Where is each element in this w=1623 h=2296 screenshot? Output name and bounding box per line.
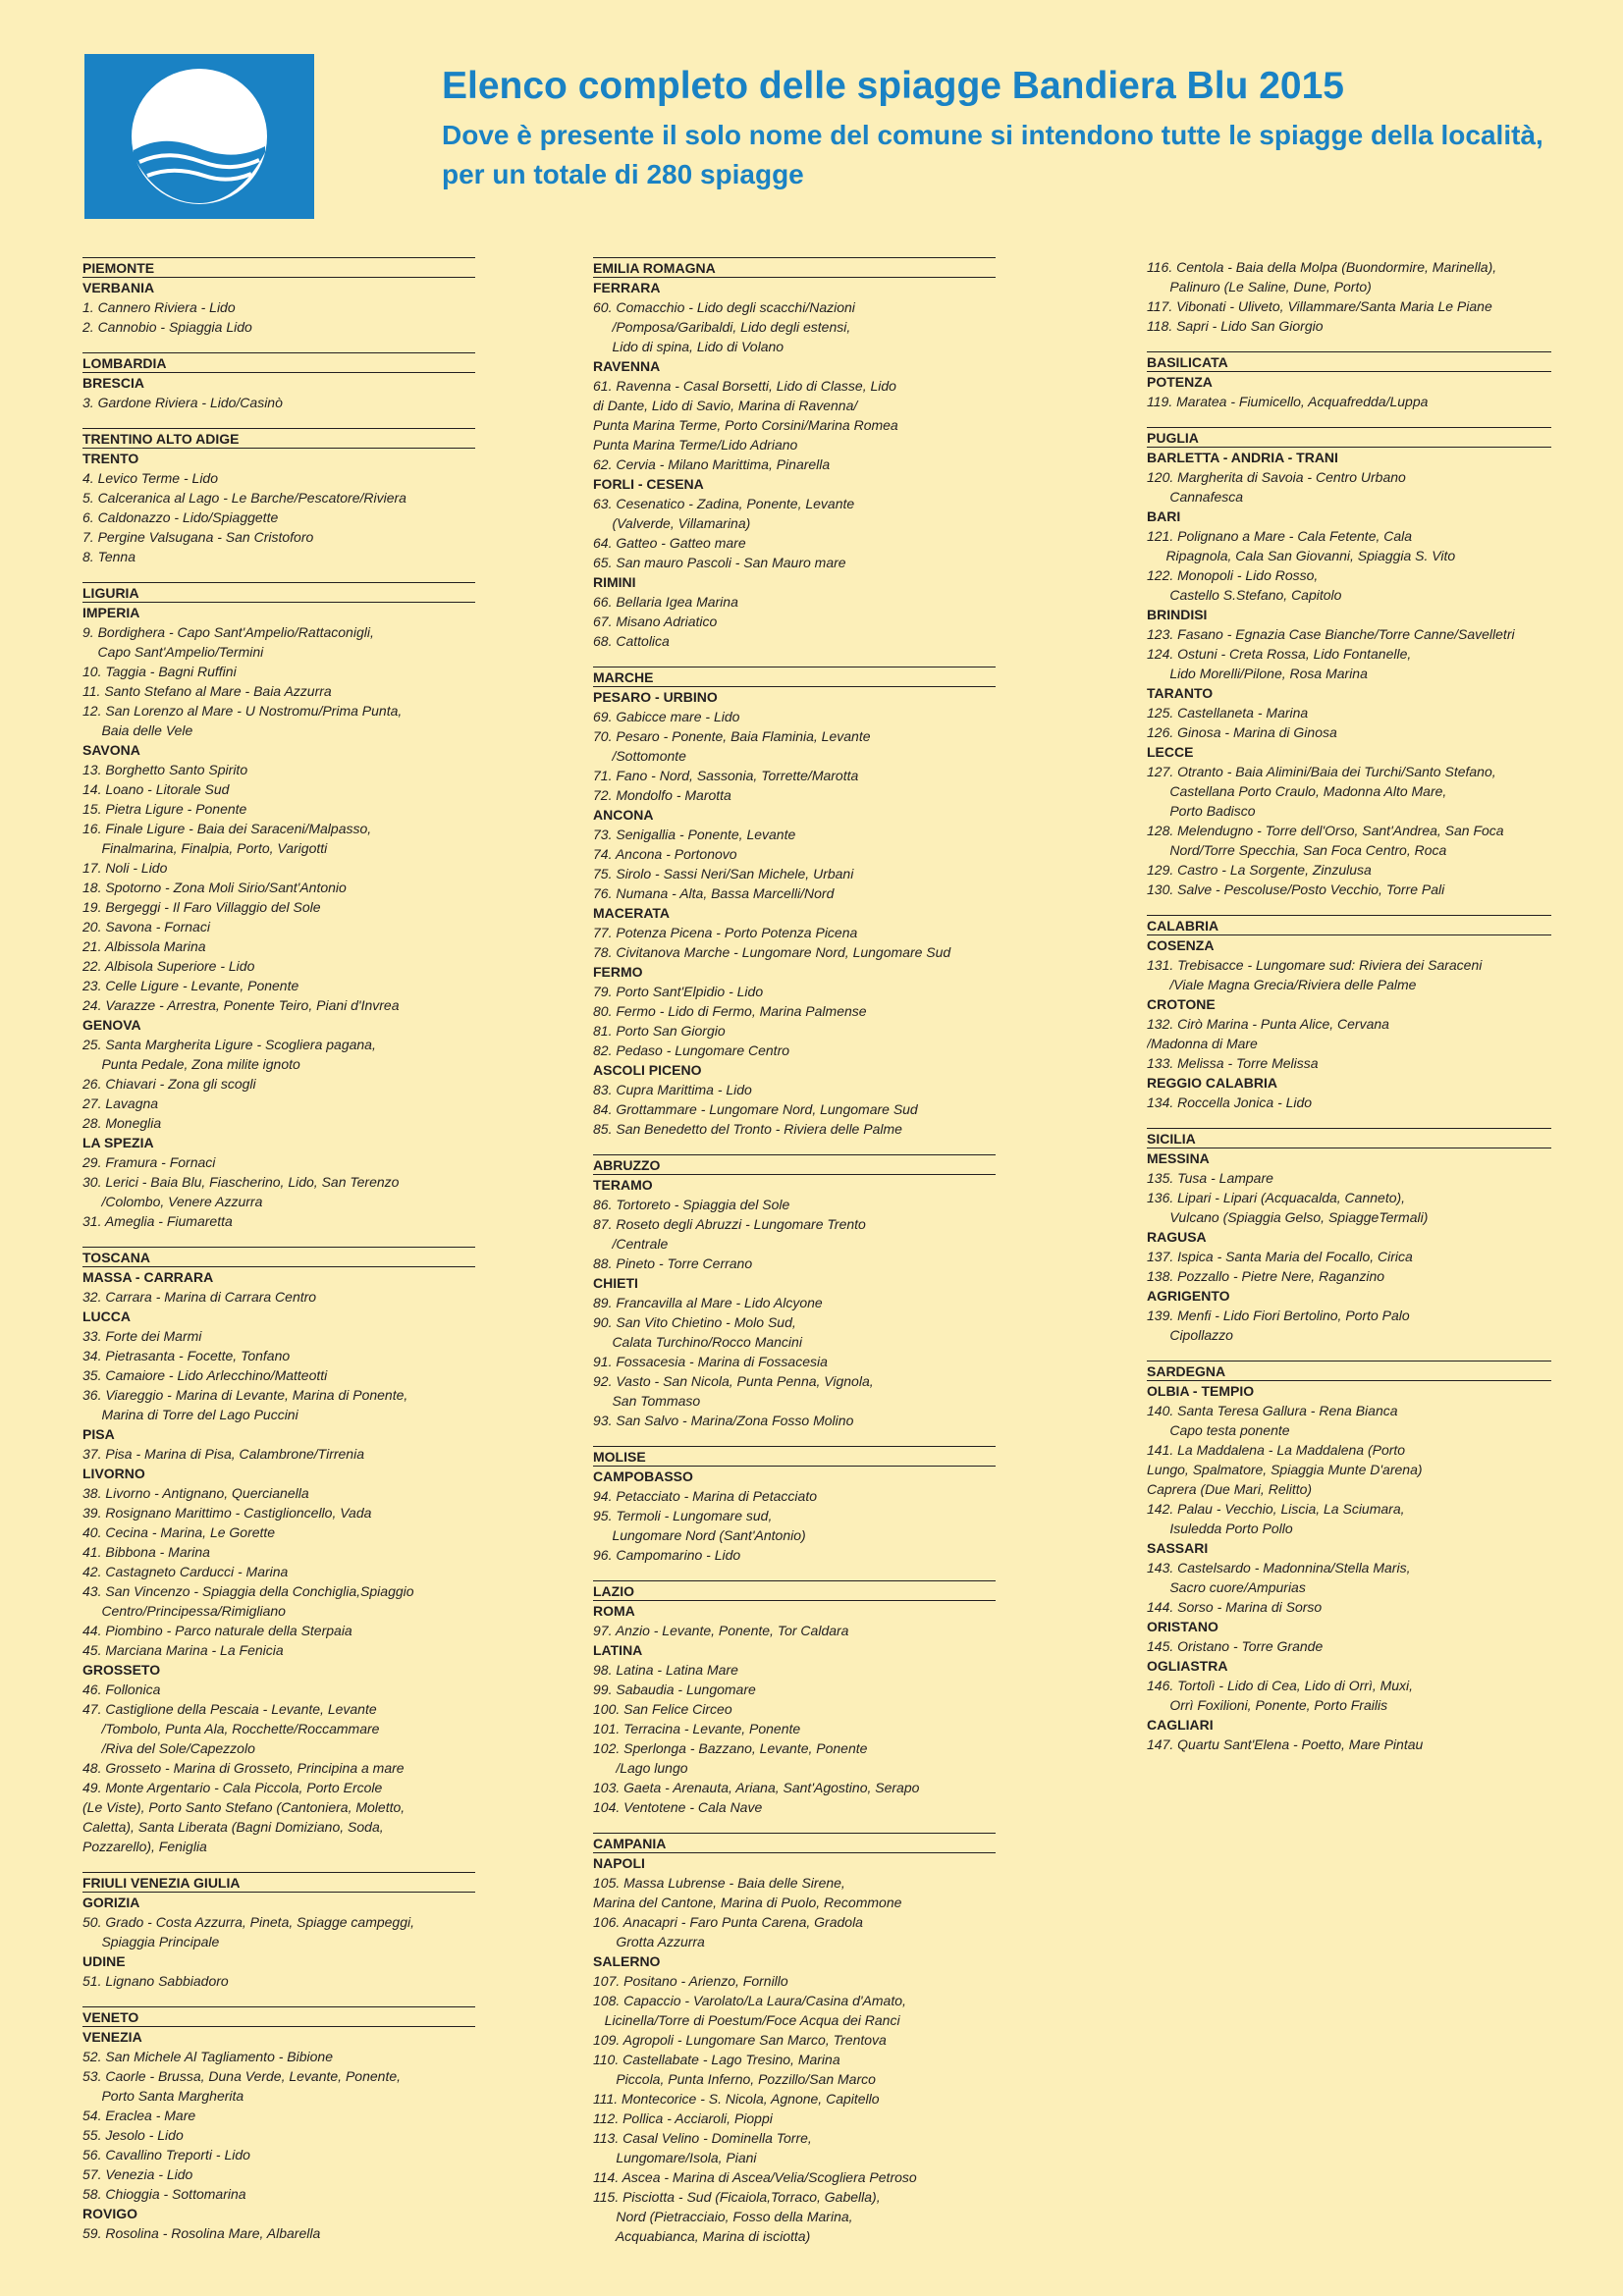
beach-list-item: 89. Francavilla al Mare - Lido Alcyone xyxy=(593,1295,823,1310)
province-heading: LUCCA xyxy=(82,1308,131,1324)
beach-list-item: /Lago lungo xyxy=(593,1760,688,1776)
region-block xyxy=(593,667,996,1139)
beach-list-item: Ripagnola, Cala San Giovanni, Spiaggia S. Vito xyxy=(1147,548,1456,563)
beach-list-item: 36. Viareggio - Marina di Levante, Marina di Ponente, xyxy=(82,1387,408,1403)
beach-list-item: Piccola, Punta Inferno, Pozzillo/San Marco xyxy=(593,2071,876,2087)
beach-list-item: 13. Borghetto Santo Spirito xyxy=(82,762,248,777)
beach-list-item: 104. Ventotene - Cala Nave xyxy=(593,1799,763,1815)
beach-list-item: 112. Pollica - Acciaroli, Pioppi xyxy=(593,2110,773,2126)
beach-list-item: 61. Ravenna - Casal Borsetti, Lido di Classe, Lido xyxy=(593,378,896,394)
region-block xyxy=(82,257,475,337)
page-subtitle: Dove è presente il solo nome del comune si intendono tutte le spiagge della località, per un totale di 280 spiagge xyxy=(442,120,1543,189)
beach-list-item: 136. Lipari - Lipari (Acquacalda, Canneto), xyxy=(1147,1190,1406,1205)
province-heading: POTENZA xyxy=(1147,374,1213,390)
beach-list-item: 123. Fasano - Egnazia Case Bianche/Torre Canne/Savelletri xyxy=(1147,626,1515,642)
beach-list-item: Castellana Porto Craulo, Madonna Alto Mare, xyxy=(1147,783,1447,799)
beach-list-item: 68. Cattolica xyxy=(593,633,670,649)
beach-list-item: 37. Pisa - Marina di Pisa, Calambrone/Tirrenia xyxy=(82,1446,364,1462)
region-heading: BASILICATA xyxy=(1147,351,1551,372)
beach-list-item: 99. Sabaudia - Lungomare xyxy=(593,1682,756,1697)
province-heading: TRENTO xyxy=(82,451,139,466)
beach-list-item: 113. Casal Velino - Dominella Torre, xyxy=(593,2130,812,2146)
beach-list-item: San Tommaso xyxy=(593,1393,701,1409)
region-block xyxy=(593,1154,996,1430)
beach-list-item: /Centrale xyxy=(593,1236,669,1252)
province-heading: AGRIGENTO xyxy=(1147,1288,1230,1304)
beach-list-item: 57. Venezia - Lido xyxy=(82,2166,193,2182)
beach-list-item: 103. Gaeta - Arenauta, Ariana, Sant'Agostino, Serapo xyxy=(593,1780,920,1795)
beach-list-item: 109. Agropoli - Lungomare San Marco, Trentova xyxy=(593,2032,887,2048)
beach-list-item: 110. Castellabate - Lago Tresino, Marina xyxy=(593,2052,840,2067)
region-heading: SARDEGNA xyxy=(1147,1361,1551,1381)
beach-list-item: 52. San Michele Al Tagliamento - Bibione xyxy=(82,2049,334,2064)
province-heading: REGGIO CALABRIA xyxy=(1147,1075,1277,1091)
beach-list-item: 9. Bordighera - Capo Sant'Ampelio/Rattaconigli, xyxy=(82,624,374,640)
region-block xyxy=(1147,257,1551,336)
blue-flag-wave-icon xyxy=(84,54,314,219)
beach-list-item: /Pomposa/Garibaldi, Lido degli estensi, xyxy=(593,319,851,335)
beach-list-item: 63. Cesenatico - Zadina, Ponente, Levante xyxy=(593,496,855,511)
beach-list-item: 38. Livorno - Antignano, Quercianella xyxy=(82,1485,309,1501)
beach-list-item: Nord (Pietracciaio, Fosso della Marina, xyxy=(593,2209,853,2224)
beach-list-item: 8. Tenna xyxy=(82,549,135,564)
province-heading: LATINA xyxy=(593,1642,643,1658)
province-heading: LECCE xyxy=(1147,744,1194,760)
beach-list-item: 129. Castro - La Sorgente, Zinzulusa xyxy=(1147,862,1372,878)
beach-list-item: 92. Vasto - San Nicola, Punta Penna, Vignola, xyxy=(593,1373,874,1389)
region-block xyxy=(593,257,996,651)
province-heading: FERMO xyxy=(593,964,643,980)
beach-list-item: Lungo, Spalmatore, Spiaggia Munte D'arena) xyxy=(1147,1462,1423,1477)
beach-list-item: 22. Albisola Superiore - Lido xyxy=(82,958,255,974)
beach-list-item: 97. Anzio - Levante, Ponente, Tor Caldara xyxy=(593,1623,849,1638)
beach-list-item: 23. Celle Ligure - Levante, Ponente xyxy=(82,978,299,993)
beach-list-item: 47. Castiglione della Pescaia - Levante, Levante xyxy=(82,1701,377,1717)
beach-list-item: 133. Melissa - Torre Melissa xyxy=(1147,1055,1319,1071)
beach-list-item: 19. Bergeggi - Il Faro Villaggio del Sole xyxy=(82,899,321,915)
column-2 xyxy=(593,257,996,2262)
province-heading: BARI xyxy=(1147,508,1181,524)
beach-list-item: 124. Ostuni - Creta Rossa, Lido Fontanelle, xyxy=(1147,646,1412,662)
beach-list-item: 34. Pietrasanta - Focette, Tonfano xyxy=(82,1348,291,1363)
beach-list-item: 15. Pietra Ligure - Ponente xyxy=(82,801,247,817)
beach-list-item: Spiaggia Principale xyxy=(82,1934,220,1949)
region-block xyxy=(1147,1361,1551,1754)
beach-list-item: 74. Ancona - Portonovo xyxy=(593,846,737,862)
beach-list-item: 87. Roseto degli Abruzzi - Lungomare Trento xyxy=(593,1216,866,1232)
beach-list-item: 79. Porto Sant'Elpidio - Lido xyxy=(593,984,764,999)
province-heading: BARLETTA - ANDRIA - TRANI xyxy=(1147,450,1338,465)
province-heading: TERAMO xyxy=(593,1177,653,1193)
beach-list-item: 88. Pineto - Torre Cerrano xyxy=(593,1255,753,1271)
province-heading: SALERNO xyxy=(593,1953,661,1969)
beach-list-item: 67. Misano Adriatico xyxy=(593,614,718,629)
beach-list-item: 4. Levico Terme - Lido xyxy=(82,470,218,486)
beach-list-item: 5. Calceranica al Lago - Le Barche/Pescatore/Riviera xyxy=(82,490,406,506)
beach-list-item: 77. Potenza Picena - Porto Potenza Picena xyxy=(593,925,858,940)
province-heading: RAVENNA xyxy=(593,358,661,374)
beach-list-item: 69. Gabicce mare - Lido xyxy=(593,709,740,724)
region-heading: CALABRIA xyxy=(1147,915,1551,935)
beach-list-item: 128. Melendugno - Torre dell'Orso, Sant'Andrea, San Foca xyxy=(1147,823,1504,838)
beach-list-item: di Dante, Lido di Savio, Marina di Ravenna/ xyxy=(593,398,858,413)
province-heading: UDINE xyxy=(82,1953,126,1969)
beach-list-item: 76. Numana - Alta, Bassa Marcelli/Nord xyxy=(593,885,835,901)
beach-list-item: 17. Noli - Lido xyxy=(82,860,168,876)
beach-list-item: 139. Menfi - Lido Fiori Bertolino, Porto Palo xyxy=(1147,1308,1410,1323)
column-3 xyxy=(1147,257,1551,1770)
beach-list-item: 143. Castelsardo - Madonnina/Stella Maris, xyxy=(1147,1560,1411,1575)
province-heading: RIMINI xyxy=(593,574,636,590)
beach-list-item: 144. Sorso - Marina di Sorso xyxy=(1147,1599,1323,1615)
beach-list-item: Pozzarello), Feniglia xyxy=(82,1839,207,1854)
province-heading: OLBIA - TEMPIO xyxy=(1147,1383,1255,1399)
beach-list-item: 96. Campomarino - Lido xyxy=(593,1547,741,1563)
beach-list-item: 83. Cupra Marittima - Lido xyxy=(593,1082,752,1097)
beach-list-item: 102. Sperlonga - Bazzano, Levante, Ponente xyxy=(593,1740,868,1756)
beach-list-item: Lungomare/Isola, Piani xyxy=(593,2150,757,2165)
beach-list-item: 35. Camaiore - Lido Arlecchino/Matteotti xyxy=(82,1367,328,1383)
region-block xyxy=(593,1833,996,2246)
beach-list-item: Isuledda Porto Pollo xyxy=(1147,1521,1293,1536)
region-block xyxy=(82,352,475,412)
beach-list-item: Orrì Foxilioni, Ponente, Porto Frailis xyxy=(1147,1697,1388,1713)
beach-list-item: 107. Positano - Arienzo, Fornillo xyxy=(593,1973,788,1989)
beach-list-item: Cipollazzo xyxy=(1147,1327,1233,1343)
beach-list-item: 3. Gardone Riviera - Lido/Casinò xyxy=(82,395,283,410)
beach-list-item: /Sottomonte xyxy=(593,748,686,764)
beach-list-item: 58. Chioggia - Sottomarina xyxy=(82,2186,246,2202)
beach-list-item: 32. Carrara - Marina di Carrara Centro xyxy=(82,1289,317,1305)
beach-list-item: 126. Ginosa - Marina di Ginosa xyxy=(1147,724,1337,740)
region-heading: LAZIO xyxy=(593,1580,996,1601)
region-block xyxy=(1147,1128,1551,1345)
beach-list-item: 130. Salve - Pescoluse/Posto Vecchio, Torre Pali xyxy=(1147,881,1445,897)
beach-list-item: 140. Santa Teresa Gallura - Rena Bianca xyxy=(1147,1403,1398,1418)
beach-list-item: 138. Pozzallo - Pietre Nere, Raganzino xyxy=(1147,1268,1385,1284)
beach-list-item: 114. Ascea - Marina di Ascea/Velia/Scogliera Petroso xyxy=(593,2169,917,2185)
province-heading: LA SPEZIA xyxy=(82,1135,154,1150)
beach-list-item: 39. Rosignano Marittimo - Castiglioncello, Vada xyxy=(82,1505,372,1521)
beach-list-item: /Colombo, Venere Azzurra xyxy=(82,1194,263,1209)
beach-list-item: 64. Gatteo - Gatteo mare xyxy=(593,535,746,551)
region-heading: TOSCANA xyxy=(82,1247,475,1267)
beach-list-item: Baia delle Vele xyxy=(82,722,193,738)
region-block xyxy=(82,428,475,566)
beach-list-item: 106. Anacapri - Faro Punta Carena, Gradola xyxy=(593,1914,863,1930)
region-block xyxy=(593,1580,996,1817)
beach-list-item: 2. Cannobio - Spiaggia Lido xyxy=(82,319,252,335)
beach-list-item: 28. Moneglia xyxy=(82,1115,162,1131)
beach-list-item: 31. Ameglia - Fiumaretta xyxy=(82,1213,233,1229)
beach-list-item: 44. Piombino - Parco naturale della Sterpaia xyxy=(82,1623,352,1638)
beach-list-item: 10. Taggia - Bagni Ruffini xyxy=(82,664,237,679)
beach-list-item: 55. Jesolo - Lido xyxy=(82,2127,184,2143)
beach-list-item: 51. Lignano Sabbiadoro xyxy=(82,1973,229,1989)
beach-list-item: 48. Grosseto - Marina di Grosseto, Principina a mare xyxy=(82,1760,405,1776)
beach-list-item: Capo testa ponente xyxy=(1147,1422,1290,1438)
beach-list-item: 142. Palau - Vecchio, Liscia, La Sciumara, xyxy=(1147,1501,1405,1517)
beach-list-item: Porto Santa Margherita xyxy=(82,2088,244,2104)
beach-list-item: (Valverde, Villamarina) xyxy=(593,515,751,531)
beach-list-item: 16. Finale Ligure - Baia dei Saraceni/Malpasso, xyxy=(82,821,372,836)
region-heading: EMILIA ROMAGNA xyxy=(593,257,996,278)
beach-list-item: 45. Marciana Marina - La Fenicia xyxy=(82,1642,284,1658)
beach-list-item: Centro/Principessa/Rimigliano xyxy=(82,1603,286,1619)
province-heading: GORIZIA xyxy=(82,1895,140,1910)
province-heading: TARANTO xyxy=(1147,685,1214,701)
beach-list-item: Sacro cuore/Ampurias xyxy=(1147,1579,1306,1595)
beach-list-item: 81. Porto San Giorgio xyxy=(593,1023,726,1039)
beach-list-item: Punta Marina Terme, Porto Corsini/Marina Romea xyxy=(593,417,898,433)
region-heading: TRENTINO ALTO ADIGE xyxy=(82,428,475,449)
province-heading: MASSA - CARRARA xyxy=(82,1269,214,1285)
beach-list-item: 147. Quartu Sant'Elena - Poetto, Mare Pintau xyxy=(1147,1736,1424,1752)
beach-list-item: 132. Cirò Marina - Punta Alice, Cervana xyxy=(1147,1016,1389,1032)
beach-list-item: 122. Monopoli - Lido Rosso, xyxy=(1147,567,1319,583)
province-heading: ASCOLI PICENO xyxy=(593,1062,702,1078)
beach-list-item: 127. Otranto - Baia Alimini/Baia dei Turchi/Santo Stefano, xyxy=(1147,764,1496,779)
beach-list-item: Calata Turchino/Rocco Mancini xyxy=(593,1334,802,1350)
beach-list-item: 137. Ispica - Santa Maria del Focallo, Cirica xyxy=(1147,1249,1413,1264)
beach-list-item: 75. Sirolo - Sassi Neri/San Michele, Urbani xyxy=(593,866,854,881)
region-heading: LOMBARDIA xyxy=(82,352,475,373)
beach-list-item: Nord/Torre Specchia, San Foca Centro, Roca xyxy=(1147,842,1447,858)
region-block xyxy=(82,1247,475,1856)
beach-list-item: 84. Grottammare - Lungomare Nord, Lungomare Sud xyxy=(593,1101,918,1117)
province-heading: VERBANIA xyxy=(82,280,155,295)
beach-list-item: 54. Eraclea - Mare xyxy=(82,2108,196,2123)
province-heading: PISA xyxy=(82,1426,115,1442)
beach-list-item: 26. Chiavari - Zona gli scogli xyxy=(82,1076,256,1092)
beach-list-item: 29. Framura - Fornaci xyxy=(82,1154,216,1170)
column-1 xyxy=(82,257,475,2259)
beach-list-item: Lido Morelli/Pilone, Rosa Marina xyxy=(1147,666,1368,681)
beach-list-item: 118. Sapri - Lido San Giorgio xyxy=(1147,318,1324,334)
beach-list-item: 6. Caldonazzo - Lido/Spiaggette xyxy=(82,509,279,525)
region-heading: PIEMONTE xyxy=(82,257,475,278)
beach-list-item: 71. Fano - Nord, Sassonia, Torrette/Marotta xyxy=(593,768,859,783)
beach-list-item: Caprera (Due Mari, Relitto) xyxy=(1147,1481,1313,1497)
beach-list-item: 14. Loano - Litorale Sud xyxy=(82,781,230,797)
beach-list-item: 141. La Maddalena - La Maddalena (Porto xyxy=(1147,1442,1406,1458)
province-heading: CAMPOBASSO xyxy=(593,1468,693,1484)
region-heading: CAMPANIA xyxy=(593,1833,996,1853)
beach-list-item: 91. Fossacesia - Marina di Fossacesia xyxy=(593,1354,828,1369)
beach-list-item: Porto Badisco xyxy=(1147,803,1256,819)
beach-list-item: Cannafesca xyxy=(1147,489,1244,505)
beach-list-item: 120. Margherita di Savoia - Centro Urbano xyxy=(1147,469,1406,485)
province-heading: GENOVA xyxy=(82,1017,141,1033)
beach-list-item: 27. Lavagna xyxy=(82,1095,159,1111)
province-heading: SAVONA xyxy=(82,742,140,758)
region-heading: ABRUZZO xyxy=(593,1154,996,1175)
beach-list-item: 40. Cecina - Marina, Le Gorette xyxy=(82,1524,276,1540)
province-heading: BRESCIA xyxy=(82,375,145,391)
province-heading: CROTONE xyxy=(1147,996,1216,1012)
region-heading: SICILIA xyxy=(1147,1128,1551,1148)
beach-list-item: 18. Spotorno - Zona Moli Sirio/Sant'Antonio xyxy=(82,880,347,895)
beach-list-item: 50. Grado - Costa Azzurra, Pineta, Spiagge campeggi, xyxy=(82,1914,414,1930)
beach-list-item: 116. Centola - Baia della Molpa (Buondormire, Marinella), xyxy=(1147,259,1497,275)
beach-list-item: Grotta Azzurra xyxy=(593,1934,705,1949)
beach-list-item: 7. Pergine Valsugana - San Cristoforo xyxy=(82,529,314,545)
beach-list-item: 59. Rosolina - Rosolina Mare, Albarella xyxy=(82,2225,321,2241)
province-heading: MESSINA xyxy=(1147,1150,1210,1166)
province-heading: COSENZA xyxy=(1147,937,1215,953)
beach-list-item: Licinella/Torre di Poestum/Foce Acqua dei Ranci xyxy=(593,2012,900,2028)
region-block xyxy=(1147,427,1551,899)
beach-list-item: 62. Cervia - Milano Marittima, Pinarella xyxy=(593,456,831,472)
beach-list-item: 95. Termoli - Lungomare sud, xyxy=(593,1508,773,1523)
province-heading: RAGUSA xyxy=(1147,1229,1207,1245)
beach-list-item: Marina di Torre del Lago Puccini xyxy=(82,1407,298,1422)
region-block xyxy=(82,1872,475,1991)
province-heading: NAPOLI xyxy=(593,1855,645,1871)
beach-list-item: 46. Follonica xyxy=(82,1682,161,1697)
region-block xyxy=(1147,351,1551,411)
beach-list-item: (Le Viste), Porto Santo Stefano (Cantoniera, Moletto, xyxy=(82,1799,406,1815)
beach-list-item: Palinuro (Le Saline, Dune, Porto) xyxy=(1147,279,1372,294)
province-heading: BRINDISI xyxy=(1147,607,1208,622)
beach-list-item: 70. Pesaro - Ponente, Baia Flaminia, Levante xyxy=(593,728,871,744)
beach-list-item: 111. Montecorice - S. Nicola, Agnone, Capitello xyxy=(593,2091,880,2107)
beach-list-item: 66. Bellaria Igea Marina xyxy=(593,594,738,610)
region-heading: VENETO xyxy=(82,2006,475,2027)
beach-list-item: 145. Oristano - Torre Grande xyxy=(1147,1638,1324,1654)
province-heading: FERRARA xyxy=(593,280,661,295)
beach-list-item: 131. Trebisacce - Lungomare sud: Riviera dei Saraceni xyxy=(1147,957,1483,973)
region-heading: PUGLIA xyxy=(1147,427,1551,448)
province-heading: LIVORNO xyxy=(82,1466,145,1481)
beach-list-item: 49. Monte Argentario - Cala Piccola, Porto Ercole xyxy=(82,1780,383,1795)
beach-list-item: 78. Civitanova Marche - Lungomare Nord, Lungomare Sud xyxy=(593,944,951,960)
region-heading: MARCHE xyxy=(593,667,996,687)
province-heading: VENEZIA xyxy=(82,2029,142,2045)
beach-list-item: 119. Maratea - Fiumicello, Acquafredda/Luppa xyxy=(1147,394,1429,409)
region-heading: FRIULI VENEZIA GIULIA xyxy=(82,1872,475,1893)
beach-list-item: 135. Tusa - Lampare xyxy=(1147,1170,1273,1186)
province-heading: ROVIGO xyxy=(82,2206,138,2221)
beach-list-item: 41. Bibbona - Marina xyxy=(82,1544,210,1560)
beach-list-item: 20. Savona - Fornaci xyxy=(82,919,210,934)
beach-list-item: Acquabianca, Marina di isciotta) xyxy=(593,2228,811,2244)
beach-list-item: 56. Cavallino Treporti - Lido xyxy=(82,2147,250,2163)
beach-list-item: 73. Senigallia - Ponente, Levante xyxy=(593,827,796,842)
beach-list-item: /Tombolo, Punta Ala, Rocchette/Roccammare xyxy=(82,1721,380,1736)
beach-list-item: 42. Castagneto Carducci - Marina xyxy=(82,1564,289,1579)
beach-list-item: 121. Polignano a Mare - Cala Fetente, Cala xyxy=(1147,528,1413,544)
beach-list-item: 72. Mondolfo - Marotta xyxy=(593,787,731,803)
province-heading: ROMA xyxy=(593,1603,635,1619)
region-block xyxy=(82,2006,475,2243)
beach-list-item: 82. Pedaso - Lungomare Centro xyxy=(593,1042,790,1058)
beach-list-item: 11. Santo Stefano al Mare - Baia Azzurra xyxy=(82,683,332,699)
region-block xyxy=(593,1446,996,1565)
region-heading: LIGURIA xyxy=(82,582,475,603)
beach-list-item: Castello S.Stefano, Capitolo xyxy=(1147,587,1342,603)
beach-list-item: Vulcano (Spiaggia Gelso, SpiaggeTermali) xyxy=(1147,1209,1429,1225)
beach-list-item: 94. Petacciato - Marina di Petacciato xyxy=(593,1488,818,1504)
beach-list-item: Caletta), Santa Liberata (Bagni Domiziano, Soda, xyxy=(82,1819,384,1835)
region-block xyxy=(82,582,475,1231)
beach-list-item: 117. Vibonati - Uliveto, Villammare/Santa Maria Le Piane xyxy=(1147,298,1492,314)
beach-list-item: Punta Marina Terme/Lido Adriano xyxy=(593,437,798,453)
beach-list-item: 65. San mauro Pascoli - San Mauro mare xyxy=(593,555,846,570)
page-title: Elenco completo delle spiagge Bandiera Blu 2015 xyxy=(442,65,1344,107)
province-heading: GROSSETO xyxy=(82,1662,161,1678)
beach-list-item: 80. Fermo - Lido di Fermo, Marina Palmense xyxy=(593,1003,867,1019)
beach-list-item: /Viale Magna Grecia/Riviera delle Palme xyxy=(1147,977,1417,992)
beach-list-item: 100. San Felice Circeo xyxy=(593,1701,732,1717)
beach-list-item: 86. Tortoreto - Spiaggia del Sole xyxy=(593,1197,790,1212)
beach-list-item: Lido di spina, Lido di Volano xyxy=(593,339,784,354)
beach-list-item: Capo Sant'Ampelio/Termini xyxy=(82,644,264,660)
beach-list-item: 105. Massa Lubrense - Baia delle Sirene, xyxy=(593,1875,845,1891)
beach-list-item: Marina del Cantone, Marina di Puolo, Recommone xyxy=(593,1895,902,1910)
blue-flag-logo xyxy=(84,54,314,219)
province-heading: ORISTANO xyxy=(1147,1619,1218,1634)
beach-list-item: Punta Pedale, Zona milite ignoto xyxy=(82,1056,300,1072)
beach-list-item: 33. Forte dei Marmi xyxy=(82,1328,202,1344)
beach-list-item: 30. Lerici - Baia Blu, Fiascherino, Lido, San Terenzo xyxy=(82,1174,400,1190)
beach-list-item: 98. Latina - Latina Mare xyxy=(593,1662,738,1678)
province-heading: IMPERIA xyxy=(82,605,140,620)
beach-list-item: /Riva del Sole/Capezzolo xyxy=(82,1740,255,1756)
province-heading: FORLI - CESENA xyxy=(593,476,704,492)
beach-list-item: 101. Terracina - Levante, Ponente xyxy=(593,1721,801,1736)
region-heading: MOLISE xyxy=(593,1446,996,1467)
beach-list-item: 43. San Vincenzo - Spiaggia della Conchiglia,Spiaggio xyxy=(82,1583,414,1599)
beach-list-item: 53. Caorle - Brussa, Duna Verde, Levante, Ponente, xyxy=(82,2068,402,2084)
beach-list-item: 24. Varazze - Arrestra, Ponente Teiro, Piani d'Invrea xyxy=(82,997,400,1013)
province-heading: ANCONA xyxy=(593,807,654,823)
beach-list-item: 60. Comacchio - Lido degli scacchi/Nazioni xyxy=(593,299,855,315)
province-heading: SASSARI xyxy=(1147,1540,1209,1556)
beach-list-item: 85. San Benedetto del Tronto - Riviera delle Palme xyxy=(593,1121,902,1137)
province-heading: CHIETI xyxy=(593,1275,638,1291)
beach-list-item: 25. Santa Margherita Ligure - Scogliera pagana, xyxy=(82,1037,376,1052)
beach-list-item: 146. Tortolì - Lido di Cea, Lido di Orrì, Muxi, xyxy=(1147,1678,1414,1693)
province-heading: OGLIASTRA xyxy=(1147,1658,1228,1674)
beach-list-item: 108. Capaccio - Varolato/La Laura/Casina d'Amato, xyxy=(593,1993,906,2008)
province-heading: MACERATA xyxy=(593,905,671,921)
province-heading: PESARO - URBINO xyxy=(593,689,718,705)
beach-list-item: Finalmarina, Finalpia, Porto, Varigotti xyxy=(82,840,328,856)
beach-list-item: 90. San Vito Chietino - Molo Sud, xyxy=(593,1314,796,1330)
beach-list-item: 115. Pisciotta - Sud (Ficaiola,Torraco, Gabella), xyxy=(593,2189,881,2205)
beach-list-item: 12. San Lorenzo al Mare - U Nostromu/Prima Punta, xyxy=(82,703,403,719)
beach-list-item: 93. San Salvo - Marina/Zona Fosso Molino xyxy=(593,1413,854,1428)
beach-list-item: 134. Roccella Jonica - Lido xyxy=(1147,1095,1313,1110)
beach-list-item: Lungomare Nord (Sant'Antonio) xyxy=(593,1527,806,1543)
region-block xyxy=(1147,915,1551,1112)
province-heading: CAGLIARI xyxy=(1147,1717,1214,1733)
beach-list-item: 125. Castellaneta - Marina xyxy=(1147,705,1309,721)
beach-list-item: 21. Albissola Marina xyxy=(82,938,206,954)
beach-list-item: /Madonna di Mare xyxy=(1147,1036,1258,1051)
beach-list-item: 1. Cannero Riviera - Lido xyxy=(82,299,236,315)
